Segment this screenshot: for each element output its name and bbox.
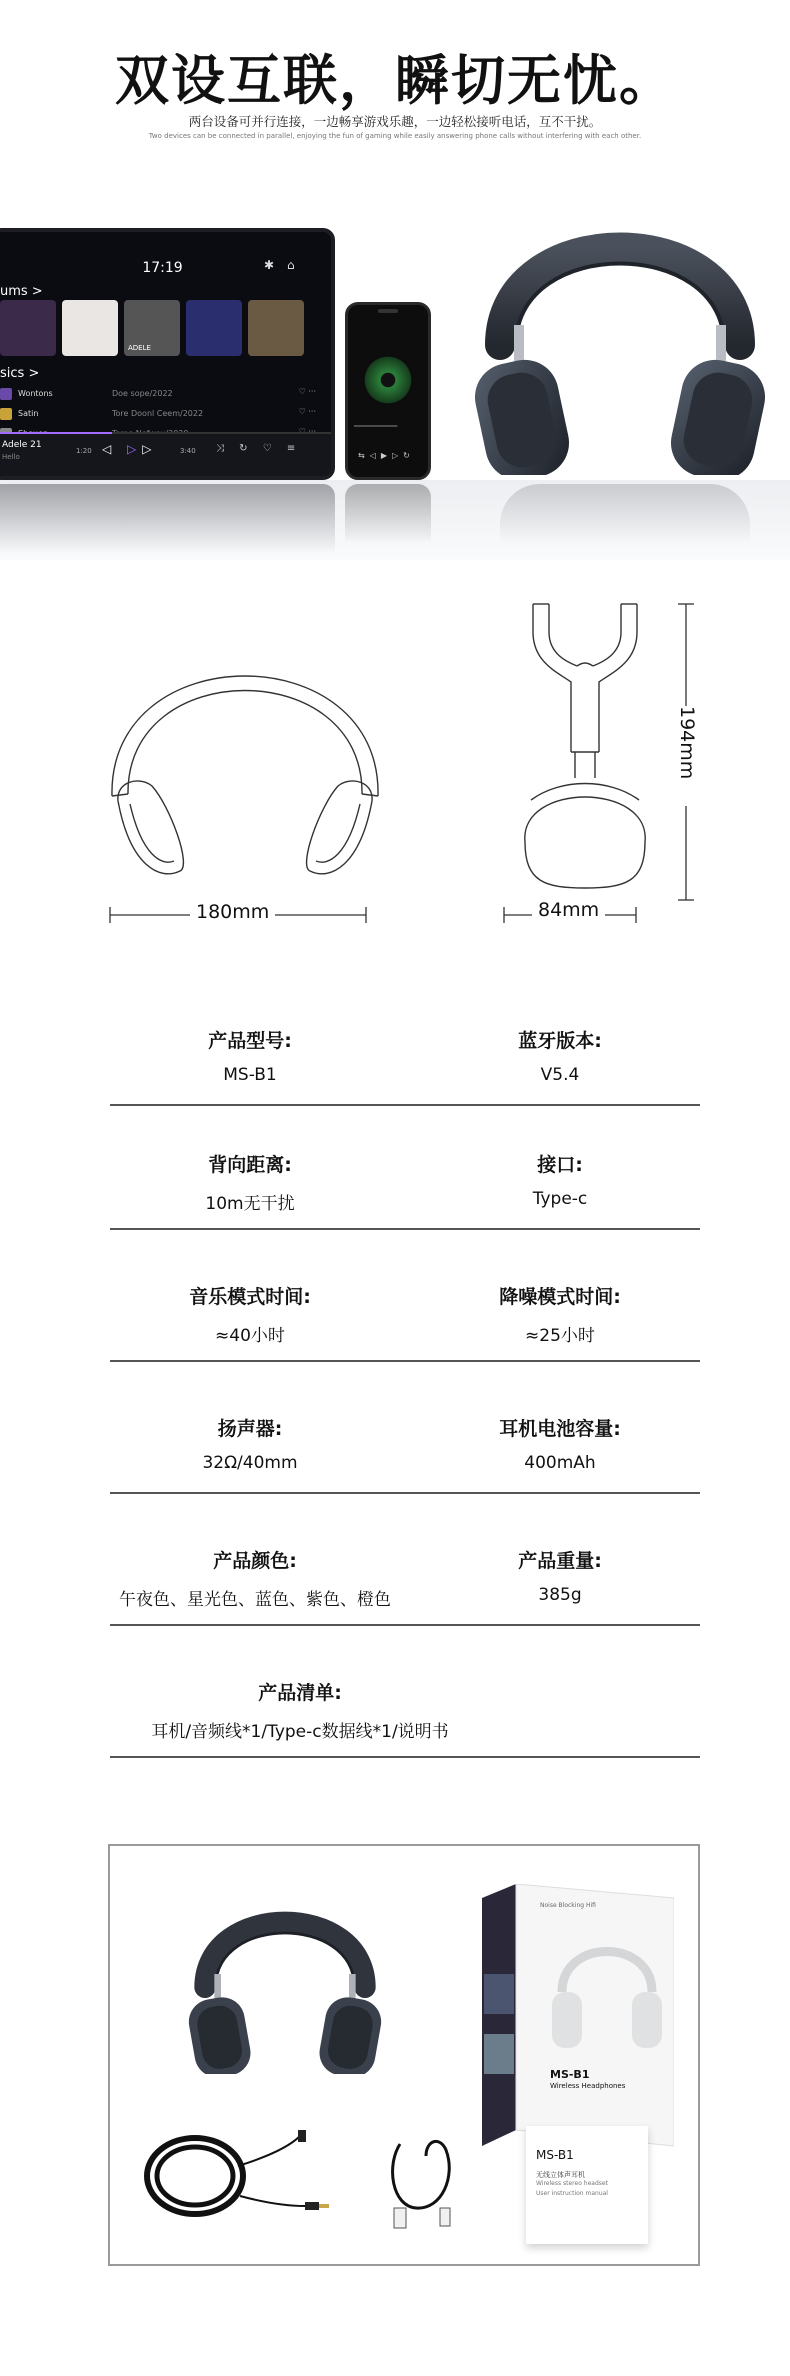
manual-line-en2: User instruction manual [536, 2190, 608, 2197]
home-icon: ⌂ [287, 258, 295, 272]
phone-progress: ━━━━━━━━━━━━ [354, 423, 398, 430]
spec-value: 400mAh [524, 1453, 596, 1473]
type-c-cable-image [386, 2126, 466, 2236]
spec-value: ≈25小时 [525, 1326, 595, 1346]
bluetooth-icon: ✱ [264, 258, 275, 272]
headphone-image [470, 175, 770, 475]
spec-cell [450, 1546, 670, 1605]
instruction-manual-card [526, 2126, 648, 2244]
headphone-reflection [500, 484, 750, 544]
album-cover [62, 300, 118, 356]
side-line-drawing [505, 602, 665, 892]
spec-cell [450, 1414, 670, 1473]
album-cover [186, 300, 242, 356]
player-controls: ◁ ▷▷ [102, 442, 158, 456]
headphone-image [180, 1874, 390, 2074]
phone-device [345, 302, 431, 480]
spec-value: Type-c [532, 1189, 588, 1209]
player-track-name: Adele 21 [2, 440, 42, 450]
player-time-end: 3:40 [180, 447, 196, 455]
manual-line-en: Wireless stereo headset [536, 2180, 608, 2187]
track-row: Satin Tore Doonl Ceem/2022 ♡ ··· [0, 406, 320, 424]
spec-value: 午夜色、星光色、蓝色、紫色、橙色 [119, 1590, 391, 1610]
play-icon: ▷ [127, 442, 143, 456]
height-label-box [666, 706, 706, 806]
spec-key: 耳机电池容量: [499, 1418, 621, 1440]
album-cover [0, 300, 56, 356]
spec-cell [450, 1282, 670, 1346]
spec-key: 扬声器: [217, 1418, 283, 1440]
audio-cable-image [140, 2126, 340, 2236]
spec-value: V5.4 [540, 1065, 580, 1085]
tablet-reflection [0, 484, 335, 554]
hero-title: 双设互联，瞬切无忧。 [115, 49, 675, 112]
phone-player-controls: ⇆◁▶▷↻ [358, 451, 415, 460]
height-label: 194mm [676, 706, 698, 780]
package-contents [108, 1844, 700, 2266]
spec-cell [140, 1414, 360, 1473]
spec-key: 产品型号: [208, 1030, 292, 1052]
player-progress [0, 432, 331, 434]
manual-model: MS-B1 [536, 2148, 574, 2162]
spec-cell [140, 1150, 360, 1214]
spec-key: 蓝牙版本: [518, 1030, 602, 1052]
musics-section-label: sics > [0, 366, 40, 381]
spec-key: 音乐模式时间: [189, 1286, 311, 1308]
hero-subtitle-en: Two devices can be connected in parallel, enjoying the fun of gaming while easily answering phone calls without interfering with each other. [148, 132, 642, 140]
spec-row [110, 1230, 700, 1362]
spec-row [110, 1106, 700, 1230]
spec-value: ≈40小时 [215, 1326, 285, 1346]
spec-key: 产品颜色: [213, 1550, 297, 1572]
spec-value: 385g [538, 1585, 582, 1605]
albums-section-label: ums > [0, 284, 43, 299]
spec-cell [100, 1546, 410, 1610]
vinyl-disc-icon [361, 353, 415, 407]
box-subtitle: Wireless Headphones [550, 2082, 626, 2090]
spec-row [110, 1626, 700, 1758]
phone-reflection [345, 484, 431, 544]
spec-cell [140, 1282, 360, 1346]
spec-value: 32Ω/40mm [202, 1453, 298, 1473]
spec-cell [140, 1026, 360, 1085]
spec-cell [450, 1026, 670, 1085]
spec-key: 产品重量: [518, 1550, 602, 1572]
spec-key: 产品清单: [258, 1682, 342, 1704]
spec-row [110, 1494, 700, 1626]
spec-key: 背向距离: [208, 1154, 292, 1176]
spec-cell [110, 1678, 490, 1742]
spec-value: 耳机/音频线*1/Type-c数据线*1/说明书 [151, 1722, 449, 1742]
album-cover: ADELE [124, 300, 180, 356]
music-player-bar [0, 432, 331, 476]
track-row: Wontons Doe sope/2022 ♡ ··· [0, 386, 320, 404]
hero-subtitle-cn: 两台设备可并行连接，一边畅享游戏乐趣，一边轻松接听电话，互不干扰。 [188, 114, 602, 129]
front-line-drawing [100, 616, 390, 896]
player-time-start: 1:20 [76, 447, 92, 455]
spec-key: 降噪模式时间: [499, 1286, 621, 1308]
player-artist: Hello [2, 453, 20, 461]
manual-line-cn: 无线立体声耳机 [536, 2171, 585, 2179]
album-cover [248, 300, 304, 356]
spec-row [110, 1362, 700, 1494]
spec-cell [450, 1150, 670, 1209]
box-model-label: MS-B1 [550, 2068, 590, 2081]
tablet-device [0, 228, 335, 480]
spec-key: 接口: [537, 1154, 583, 1176]
spec-value: 10m无干扰 [205, 1194, 295, 1214]
width-label: 180mm [190, 901, 275, 923]
box-top-label: Noise Blocking Hifi [540, 1902, 596, 1909]
depth-label: 84mm [532, 899, 605, 921]
player-extra-icons: ⤨ ↻ ♡ ≡ [216, 443, 302, 454]
spec-value: MS-B1 [223, 1065, 277, 1085]
hero-section [0, 0, 790, 560]
spec-row [110, 1010, 700, 1106]
dimensions-section [0, 580, 790, 980]
tablet-clock: 17:19 [142, 260, 183, 276]
